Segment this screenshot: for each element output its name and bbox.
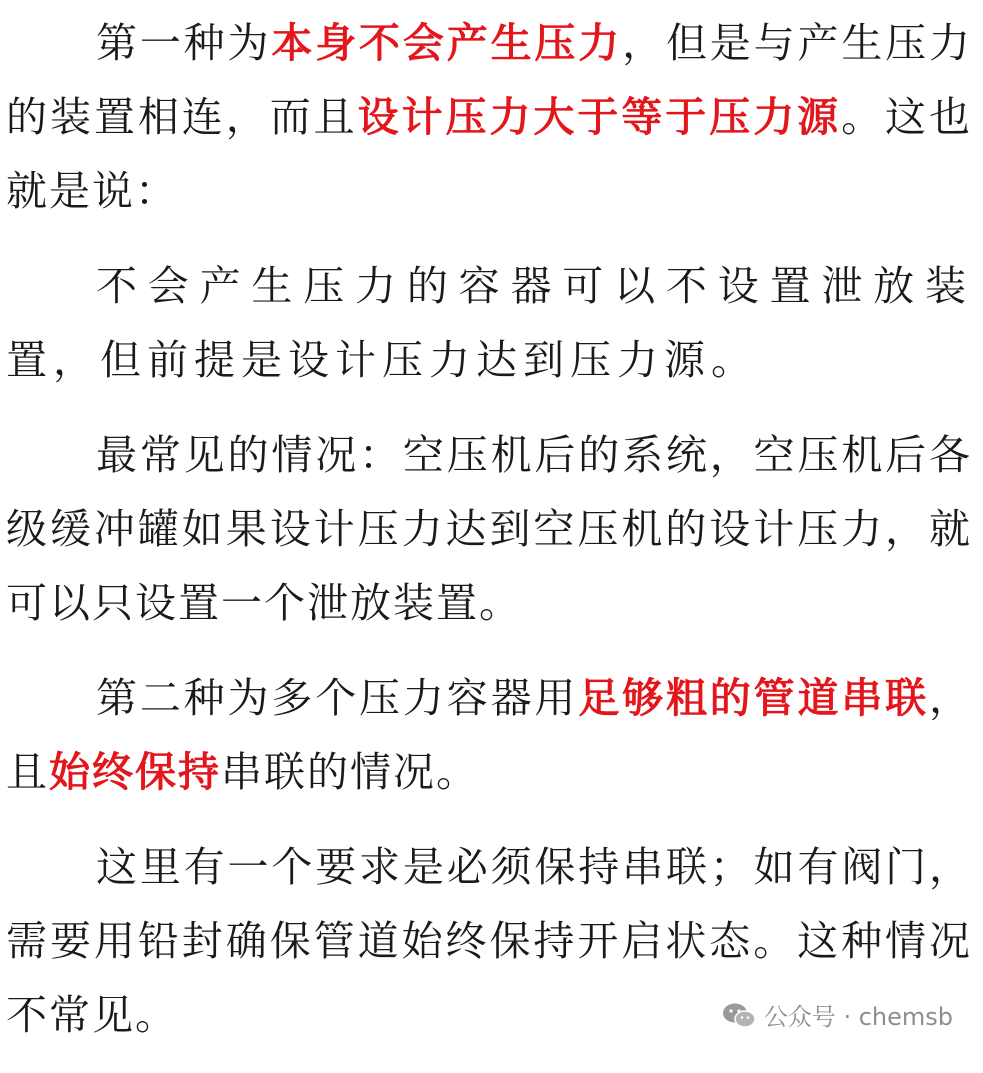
body-text: ，且 bbox=[6, 674, 973, 796]
body-text: 串联的情况。 bbox=[221, 748, 479, 796]
body-text: 第二种为多个压力容器用 bbox=[96, 674, 579, 722]
emphasis-text: 本身不会产生压力 bbox=[271, 19, 623, 67]
body-text: 不会产生压力的容器可以不设置泄放装置，但前提是设计压力达到压力源。 bbox=[6, 262, 972, 384]
body-text: 。这也就是说： bbox=[6, 93, 973, 215]
paragraph bbox=[6, 6, 972, 228]
emphasis-text: 始终保持 bbox=[49, 748, 221, 796]
article-body bbox=[6, 6, 972, 1073]
emphasis-text: 足够粗的管道串联 bbox=[578, 674, 930, 722]
watermark-text: 公众号 · chemsb bbox=[763, 1003, 953, 1031]
body-text: ，但是与产生压力的装置相连，而且 bbox=[6, 19, 973, 141]
body-text: 这里有一个要求是必须保持串联；如有阀门，需要用铅封确保管道始终保持开启状态。这种情况不常见。 bbox=[6, 843, 972, 1039]
body-text: 最常见的情况：空压机后的系统，空压机后各级缓冲罐如果设计压力达到空压机的设计压力，就可以只设置一个泄放装置。 bbox=[6, 431, 972, 627]
paragraph bbox=[6, 661, 972, 809]
body-text: 第一种为 bbox=[96, 19, 272, 67]
watermark bbox=[722, 997, 953, 1032]
paragraph bbox=[6, 418, 972, 640]
emphasis-text: 设计压力大于等于压力源 bbox=[357, 93, 842, 141]
paragraph bbox=[6, 249, 972, 397]
wechat-icon bbox=[722, 1002, 756, 1028]
